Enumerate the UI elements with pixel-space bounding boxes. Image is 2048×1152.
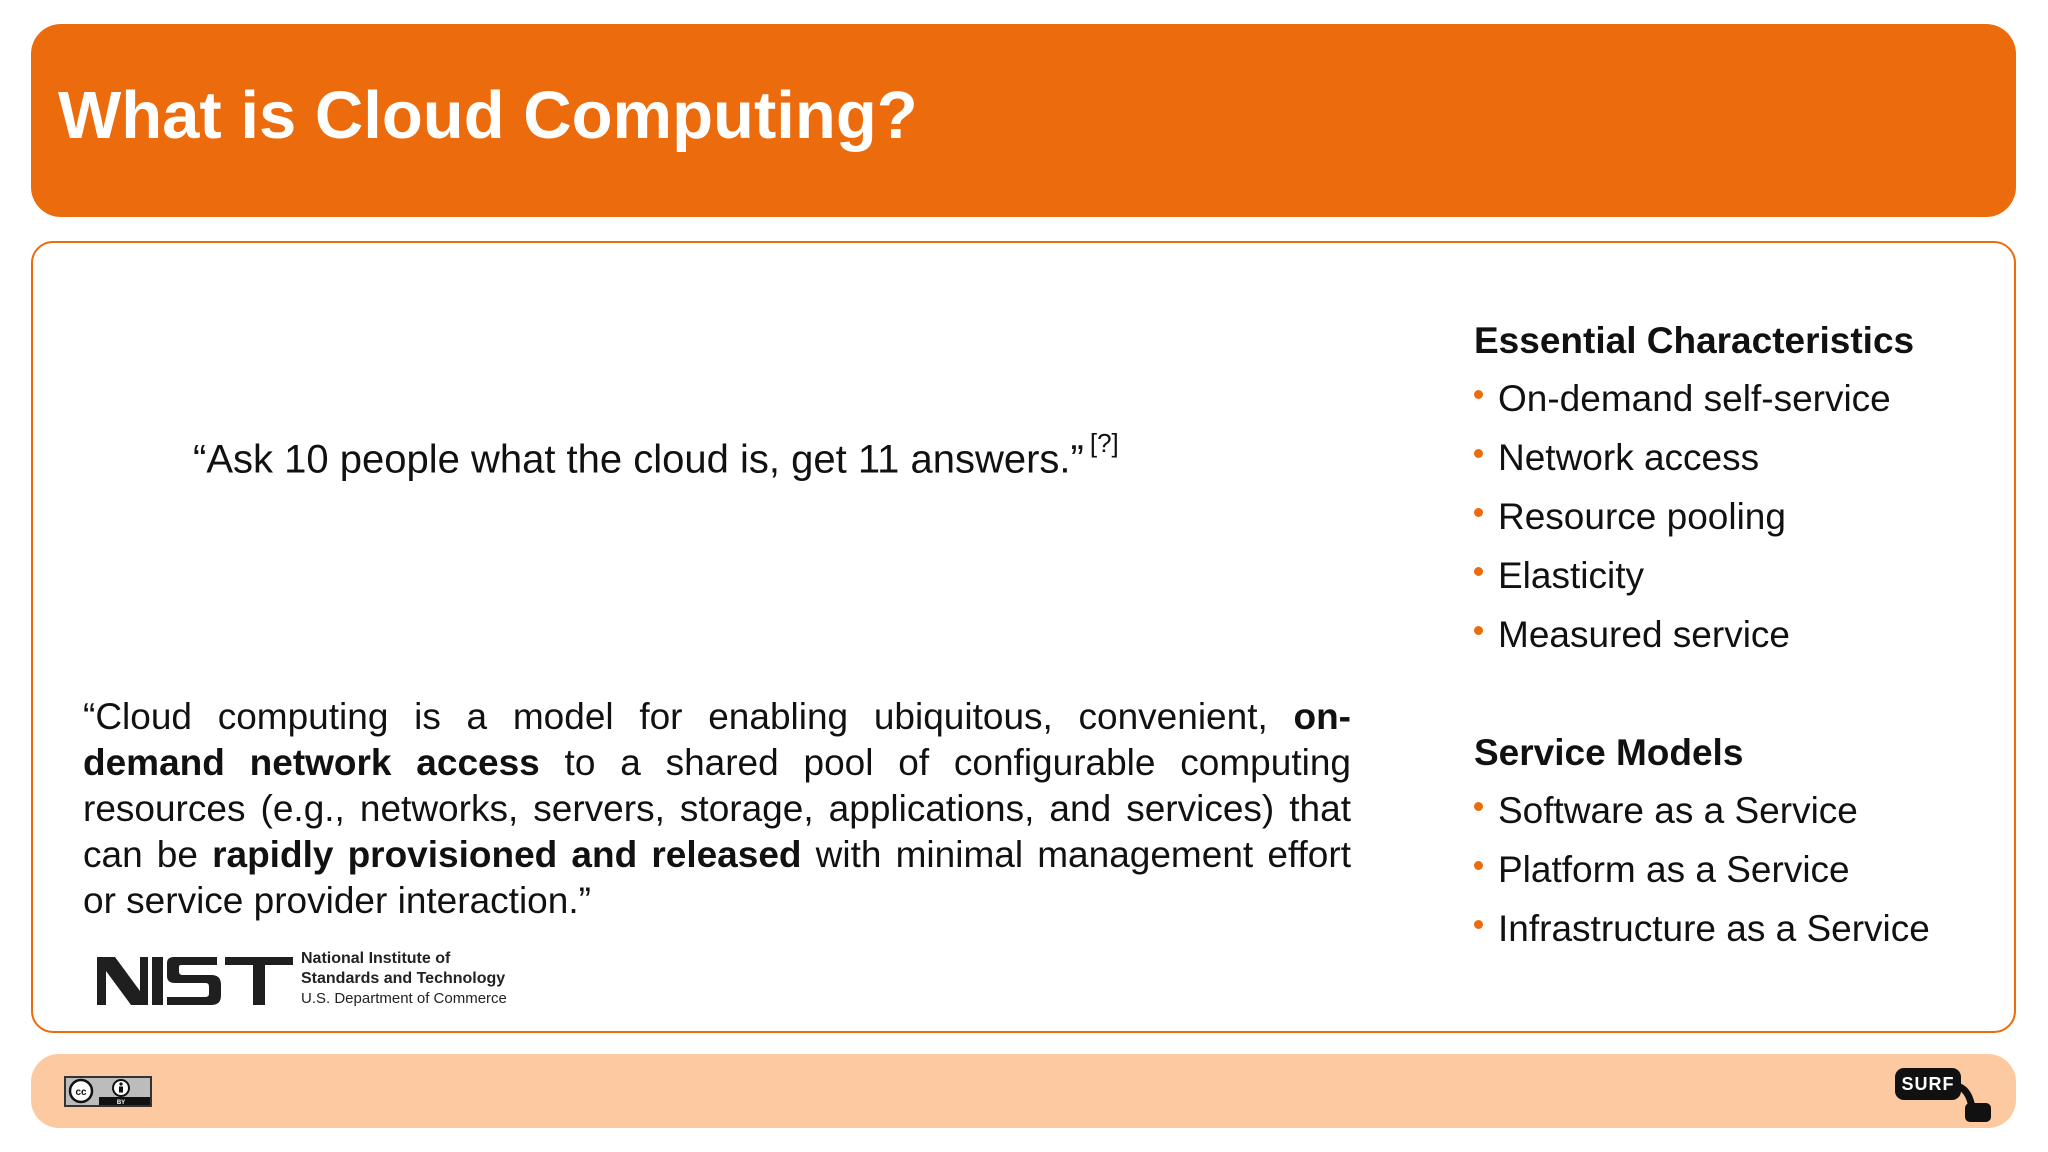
bullet-icon [1474, 390, 1483, 399]
slide-title: What is Cloud Computing? [58, 78, 918, 153]
definition-part-3: with minimal management effort or service provider interaction.” [83, 834, 1351, 921]
bullet-icon [1474, 802, 1483, 811]
essential-characteristics-list [1474, 380, 1891, 675]
quote [193, 428, 1119, 482]
slide-footer [31, 1054, 2016, 1128]
content-panel [31, 241, 2016, 1033]
surf-logo-text: SURF [1895, 1068, 1961, 1100]
slide-header [31, 24, 2016, 217]
service-models-title: Service Models [1474, 732, 1744, 773]
list-item: Platform as a Service [1474, 851, 1930, 910]
svg-text:cc: cc [75, 1087, 87, 1098]
surf-logo [1895, 1068, 1995, 1122]
nist-definition [83, 694, 1351, 924]
bullet-icon [1474, 449, 1483, 458]
nist-text [301, 949, 551, 1009]
list-item: On-demand self-service [1474, 380, 1891, 439]
list-item: Network access [1474, 439, 1891, 498]
nist-line-3: U.S. Department of Commerce [301, 990, 507, 1007]
definition-bold-1: on-demand network access [83, 696, 1351, 783]
quote-text: “Ask 10 people what the cloud is, get 11 answers.” [193, 437, 1084, 482]
bullet-icon [1474, 920, 1483, 929]
quote-reference: [?] [1089, 428, 1119, 458]
definition-part-2: to a shared pool of configurable computing resources (e.g., networks, servers, storage, applications, and services) that can be [83, 742, 1351, 875]
license-badge[interactable] [64, 1076, 152, 1107]
nist-line-2: Standards and Technology [301, 970, 506, 987]
nist-logo [95, 949, 545, 1013]
bullet-icon [1474, 508, 1483, 517]
creative-commons-by-icon [66, 1078, 150, 1105]
svg-text:BY: BY [116, 1100, 126, 1105]
essential-characteristics-title: Essential Characteristics [1474, 320, 1915, 361]
bullet-icon [1474, 861, 1483, 870]
definition-bold-2: rapidly provisioned and released [212, 834, 802, 875]
list-item: Elasticity [1474, 557, 1891, 616]
list-item: Infrastructure as a Service [1474, 910, 1930, 969]
list-item: Measured service [1474, 616, 1891, 675]
bullet-icon [1474, 567, 1483, 576]
surf-swoosh-icon [1895, 1068, 1995, 1124]
nist-line-1: National Institute of [301, 950, 451, 967]
list-item: Software as a Service [1474, 792, 1930, 851]
definition-part-1: “Cloud computing is a model for enabling ubiquitous, convenient, [83, 696, 1294, 737]
bullet-icon [1474, 626, 1483, 635]
nist-wordmark-icon [95, 949, 295, 1005]
service-models-list [1474, 792, 1930, 969]
list-item: Resource pooling [1474, 498, 1891, 557]
